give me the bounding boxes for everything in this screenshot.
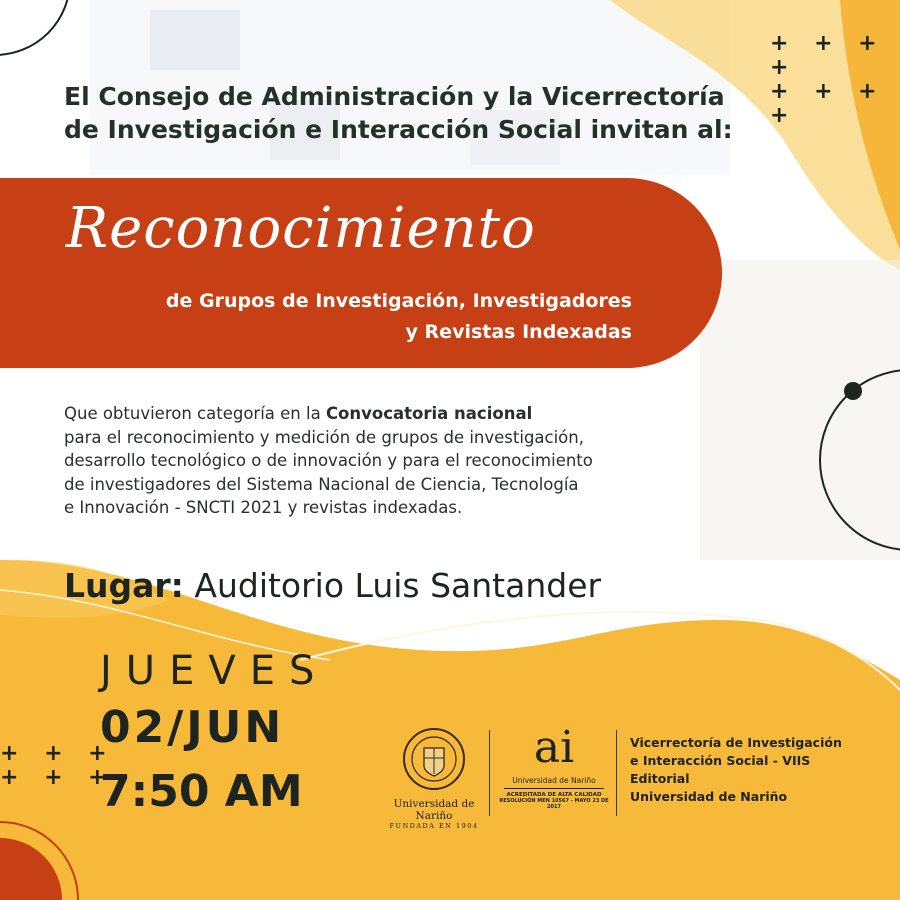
description-line-3: desarrollo tecnológico o de innovación y para el reconocimiento (64, 451, 593, 470)
event-date: 02/JUN (100, 702, 285, 753)
event-day: JUEVES (100, 648, 329, 694)
description-line-1: Que obtuvieron categoría en la Convocatoria nacional (64, 404, 533, 423)
viis-line-3: Editorial (630, 771, 690, 786)
udenar-founded: FUNDADA EN 1904 (389, 822, 479, 830)
banner-subtitle-line-2: y Revistas Indexadas (405, 321, 632, 343)
udenar-name: Universidad de Nariño (393, 798, 475, 822)
banner-subtitle-line-1: de Grupos de Investigación, Investigadores (165, 290, 632, 312)
ai-accreditation-line-1: ACREDITADA DE ALTA CALIDAD (506, 792, 602, 798)
description (64, 402, 684, 520)
viis-block (630, 734, 880, 806)
description-line-4: de investigadores del Sistema Nacional de Ciencia, Tecnología (64, 474, 579, 494)
banner-title: Reconocimiento (66, 196, 536, 261)
intro-line-1: El Consejo de Administración y la Vicerrectoría (64, 82, 725, 111)
intro-heading (64, 80, 784, 146)
intro-line-2: de Investigación e Interacción Social invitan al: (64, 115, 733, 144)
place-value: Auditorio Luis Santander (183, 566, 602, 605)
logo-separator-2 (616, 730, 617, 816)
udenar-seal-icon (384, 726, 484, 792)
viis-line-2: e Interacción Social - VIIS (630, 753, 811, 768)
ai-university: Universidad de Nariño (512, 776, 596, 785)
event-time: 7:50 AM (100, 766, 303, 817)
ai-letters: ai (533, 722, 575, 773)
logo-separator-1 (489, 730, 490, 816)
event-place (64, 566, 601, 605)
description-line-5: e Innovación - SNCTI 2021 y revistas indexadas. (64, 498, 463, 517)
ai-accreditation-logo (498, 722, 610, 818)
banner-subtitle (32, 286, 632, 348)
udenar-logo (384, 726, 484, 830)
plus-decor-top-right: + + + + + + + + (770, 31, 886, 128)
description-line-2: para el reconocimiento y medición de grupos de investigación, (64, 427, 584, 447)
viis-line-1: Vicerrectoría de Investigación (630, 735, 842, 750)
ai-accreditation-line-2: RESOLUCIÓN MEN 10567 - MAYO 23 DE 2017 (499, 798, 609, 810)
viis-line-4: Universidad de Nariño (630, 789, 788, 804)
place-label: Lugar: (64, 566, 184, 605)
plus-decor-bottom-left: + + + + + + (0, 741, 116, 790)
